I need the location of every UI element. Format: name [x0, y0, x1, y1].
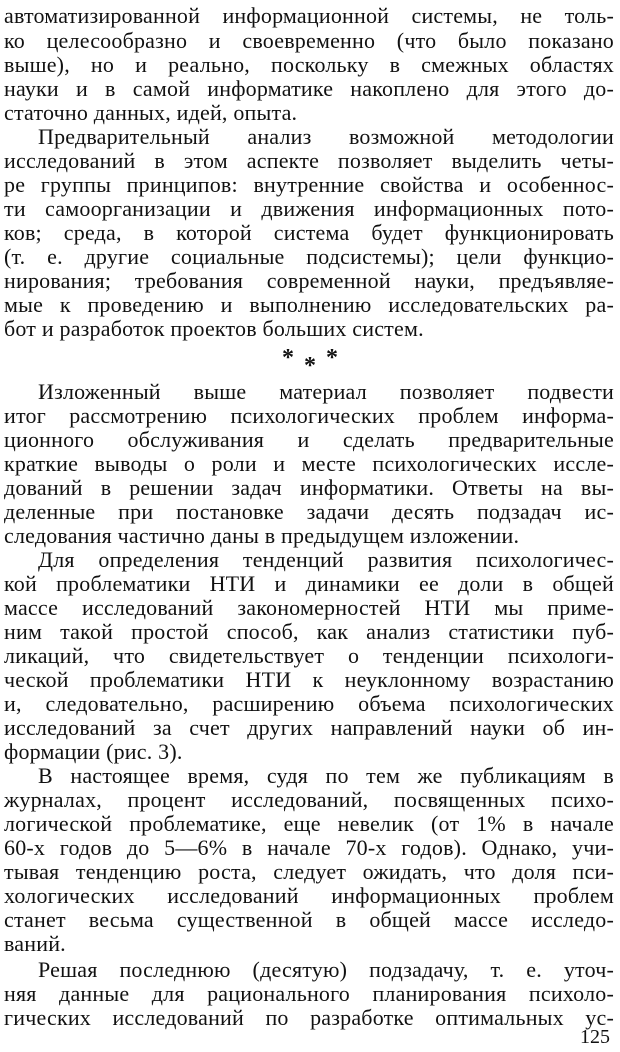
- text-line: ков; среда, в которой система будет функционировать: [4, 220, 614, 245]
- text-line: дований в решении задач информатики. Ответы на вы-: [4, 475, 614, 500]
- text-line: статочно данных, идей, опыта.: [4, 100, 298, 125]
- text-line: журналах, процент исследований, посвященных психо-: [4, 787, 614, 812]
- text-line: деленные при постановке задачи десять подзадач ис-: [4, 499, 614, 524]
- text-line: ческой проблематики НТИ к неуклонному возрастанию: [4, 667, 614, 692]
- text-line: исследований за счет других направлений науки об ин-: [4, 715, 614, 740]
- page-number: 125: [580, 1026, 610, 1048]
- text-line: Изложенный выше материал позволяет подвести: [38, 379, 614, 404]
- text-line: выше), но и реально, поскольку в смежных областях: [4, 52, 614, 77]
- text-line: краткие выводы о роли и месте психологических иссле-: [4, 451, 614, 476]
- text-line: ре группы принципов: внутренние свойства и особеннос-: [4, 172, 614, 197]
- text-line: Для определения тенденций развития психологичес-: [38, 547, 614, 572]
- text-line: Предварительный анализ возможной методологии: [38, 124, 614, 149]
- text-line: мые к проведению и выполнению исследовательских ра-: [4, 292, 614, 317]
- text-line: ко целесообразно и своевременно (что было показано: [4, 28, 614, 53]
- text-line: кой проблематики НТИ и динамики ее доли в общей: [4, 571, 614, 596]
- separator-star-left: *: [282, 345, 294, 371]
- text-line: исследований в этом аспекте позволяет выделить четы-: [4, 148, 614, 173]
- text-line: ним такой простой способ, как анализ статистики пуб-: [4, 619, 614, 644]
- text-line: науки и в самой информатике накоплено для этого до-: [4, 76, 614, 101]
- text-line: В настоящее время, судя по тем же публикациям в: [38, 763, 614, 788]
- text-line: ваний.: [4, 931, 66, 956]
- text-line: следования частично даны в предыдущем изложении.: [4, 523, 520, 548]
- text-line: (т. е. другие социальные подсистемы); цели функцио-: [4, 244, 614, 269]
- text-line: логической проблематике, еще невелик (от 1% в начале: [4, 811, 614, 836]
- text-line: 60-х годов до 5—6% в начале 70-х годов). Однако, учи-: [4, 835, 614, 860]
- text-line: и, следовательно, расширению объема психологических: [4, 691, 614, 716]
- text-line: тывая тенденцию роста, следует ожидать, что доля пси-: [4, 859, 614, 884]
- text-line: итог рассмотрению психологических проблем информа-: [4, 403, 614, 428]
- text-line: нирования; требования современной науки, предъявляе-: [4, 268, 614, 293]
- text-line: ционного обслуживания и сделать предварительные: [4, 427, 614, 452]
- text-line: формации (рис. 3).: [4, 739, 183, 764]
- text-line: ти самоорганизации и движения информационных пото-: [4, 196, 614, 221]
- text-line: бот и разработок проектов больших систем.: [4, 316, 424, 341]
- separator-star-middle: *: [304, 353, 316, 379]
- text-line: няя данные для рационального планирования психоло-: [4, 981, 614, 1006]
- text-line: автоматизированной информационной системы, не толь-: [4, 3, 614, 28]
- text-line: ликаций, что свидетельствует о тенденции психологи-: [4, 643, 614, 668]
- text-line: станет весьма существенной в общей массе исследо-: [4, 907, 614, 932]
- text-line: гических исследований по разработке оптимальных ус-: [4, 1005, 614, 1030]
- text-line: Решая последнюю (десятую) подзадачу, т. е. уточ-: [38, 957, 614, 982]
- text-line: хологических исследований информационных проблем: [4, 883, 614, 908]
- text-line: массе исследований закономерностей НТИ мы приме-: [4, 595, 614, 620]
- separator-star-right: *: [326, 345, 338, 371]
- section-separator: [0, 345, 620, 379]
